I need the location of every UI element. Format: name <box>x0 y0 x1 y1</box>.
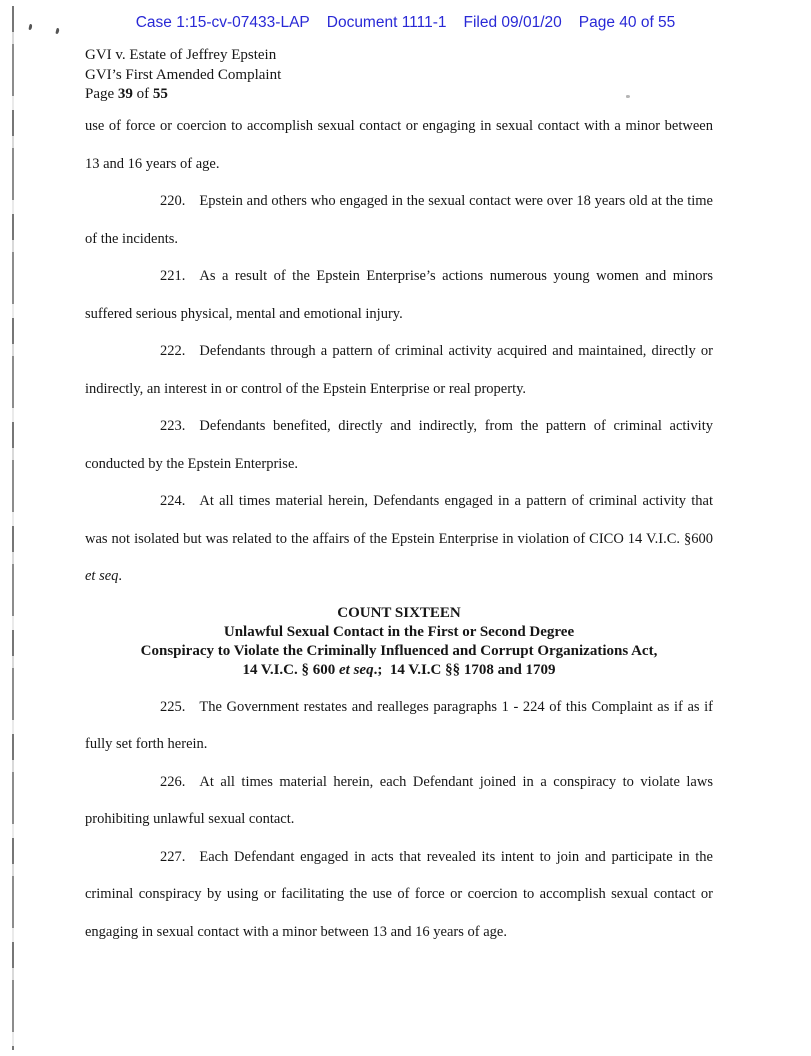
italic-text: et seq <box>339 661 374 678</box>
body-paragraph <box>85 689 713 764</box>
body-paragraph <box>85 183 713 258</box>
count-heading-line4 <box>85 661 713 680</box>
body-paragraph <box>85 483 713 596</box>
caption-case-name: GVI v. Estate of Jeffrey Epstein <box>85 47 277 63</box>
paragraph-number: 227. <box>160 848 186 865</box>
text-run: The Government restates and realleges paragraphs 1 - 224 of this Complaint as if as if fully set forth herein. <box>85 698 713 752</box>
paragraph-number: 225. <box>160 698 186 715</box>
body-paragraph <box>85 258 713 333</box>
text-run: .; 14 V.I.C §§ 1708 and 1709 <box>373 661 556 678</box>
paragraph-number: 223. <box>160 418 186 434</box>
text-run: use of force or coercion to accomplish sexual contact or engaging in sexual contact with a minor between 13 and 16 years of age. <box>85 118 713 172</box>
case-stamp-segment: Case 1:15-cv-07433-LAP <box>135 14 310 31</box>
paragraph-number: 221. <box>160 268 186 284</box>
text-run: Defendants through a pattern of criminal activity acquired and maintained, directly or indirectly, an interest in or control of the Epstein Enterprise or real property. <box>85 343 713 397</box>
count-heading <box>85 604 713 680</box>
text-run: At all times material herein, Defendants engaged in a pattern of criminal activity that was not isolated but was related to the affairs of the Epstein Enterprise in violation of CICO 14 V.I.C. §600 <box>85 493 713 547</box>
body-paragraph <box>85 333 713 408</box>
paragraph-number: 226. <box>160 773 186 790</box>
paragraph-text <box>85 118 713 172</box>
case-stamp-segment: Document 1111-1 <box>326 14 447 31</box>
paragraph-number: 222. <box>160 343 186 359</box>
paragraph-number: 224. <box>160 493 186 509</box>
caption-page-value: 39 <box>117 86 133 102</box>
text-run: 14 V.I.C. § 600 <box>242 661 339 678</box>
text-run: Each Defendant engaged in acts that revealed its intent to join and participate in the criminal conspiracy by using or facilitating the use of force or coercion to accomplish sexual contact or engaging in sexual contact with a minor between 13 and 16 years of age. <box>85 848 713 940</box>
caption-page-number <box>85 85 281 105</box>
text-run: Epstein and others who engaged in the sexual contact were over 18 years old at the time of the incidents. <box>85 193 713 247</box>
text-run: As a result of the Epstein Enterprise’s actions numerous young women and minors suffered serious physical, mental and emotional injury. <box>85 268 713 322</box>
caption-page-total: 55 <box>152 86 168 102</box>
paragraphs-before-heading <box>85 108 713 596</box>
paragraphs-after-heading <box>85 689 713 952</box>
text-run: . <box>118 568 123 584</box>
body-paragraph <box>85 408 713 483</box>
case-caption <box>85 46 281 105</box>
body-paragraph <box>85 839 713 952</box>
caption-page-label-pre: Page <box>85 86 118 102</box>
case-stamp-segment: Filed 09/01/20 <box>463 14 562 31</box>
count-heading-line2: Unlawful Sexual Contact in the First or Second Degree <box>223 623 575 640</box>
count-heading-line3: Conspiracy to Violate the Criminally Influenced and Corrupt Organizations Act, <box>140 642 658 659</box>
text-run: Defendants benefited, directly and indirectly, from the pattern of criminal activity conducted by the Epstein Enterprise. <box>85 418 713 472</box>
count-heading-line1: COUNT SIXTEEN <box>337 604 461 621</box>
text-run: At all times material herein, each Defendant joined in a conspiracy to violate laws prohibiting unlawful sexual contact. <box>85 773 713 827</box>
caption-page-label-mid: of <box>132 86 153 102</box>
paragraph-number: 220. <box>160 193 186 209</box>
body-paragraph <box>85 764 713 839</box>
case-stamp <box>0 14 811 32</box>
caption-document-title: GVI’s First Amended Complaint <box>85 66 282 83</box>
scan-artifact-line <box>12 6 14 1050</box>
body-paragraph <box>85 108 713 183</box>
scan-artifact-speck <box>626 95 630 98</box>
case-stamp-segment: Page 40 of 55 <box>578 14 676 31</box>
document-body <box>85 108 713 951</box>
italic-text: et seq <box>85 568 119 584</box>
